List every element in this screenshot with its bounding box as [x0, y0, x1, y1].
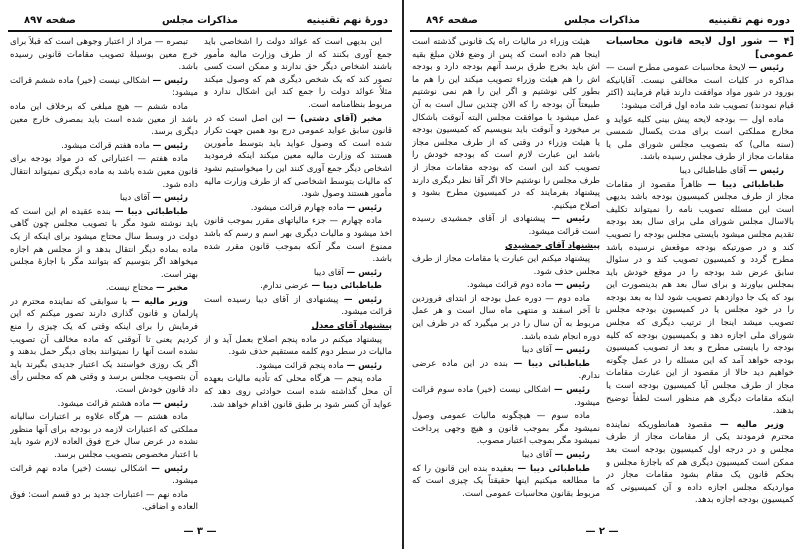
paragraph-text: [۴ — شور اول لایحه قانون محاسبات عمومی] [606, 36, 794, 60]
page-number: — ۲ — [585, 526, 619, 537]
paragraph-text: اشکالی نیست (خیر) ماده ششم قرائت میشود: [10, 75, 198, 99]
paragraph [204, 267, 392, 280]
paragraph [606, 179, 794, 418]
paragraph [412, 344, 600, 357]
paragraph [10, 36, 198, 74]
speaker-name: رئیس — [152, 398, 188, 409]
paragraph-text: ماده نهم — اعتبارات جدید بر دو قسم است: فوق العاده و اضافی. [10, 489, 198, 513]
text-column-right [204, 36, 392, 514]
paragraph-text: مقصود همانطوریکه نماینده محترم فرمودند یکی از مقامات مجاز از طرف مجلس و در درجه اول کمیسیون بودجه است بعد ممکن است کمیسیون دیگری هم که باجازهٔ مجلس و بحکم قانون یک مقام بشود مقامات مجاز در مواردیکه مجلس اجازه داده و آن کمیسیونی که کمیسیون بودجه اجازه بدهد. [606, 419, 794, 506]
paragraph-text: ظاهراً مقصود از مقامات مجاز از طرف مجلس کمیسیون بودجه باشد بدیهی است این مسئله تصویب نامه را نمیتواند تکلیف بالاسال مجلس شورای ملی برای سال بعد بودجه تقدیم مجلس میشود بایستی مجلس بودجه را تصویب کند و در صورتیکه بودجه موقعش نرسیده باشد مطرح گردد و کمیسیون تصویب کند و در سئوال سابق عرض شد بودجه را در موقع خودش باید بمجلس بیاورند و برای سال بعد هم بدینصورت این بود که یک جا دوازدهم تصویب شود لذا به بعد بودجه را در خود مجلس یا در کمیسیون بودجه مجلس تصویب میشد اینجا از ترتیب دیگری که مجلس شورای ملی اجازه دهد و بکمیسیون بودجه که کلیه بودجه را بایستی مطرح و بعد از تصویب کمیسیون بودجه خواهد آمد که این مسئله را در عمل چگونه خواهیم دید حالا از مقصود از این عبارت مقامات مجاز از طرف مجلس آیا کمیسیون بودجه است یا اینکه مقامات دیگری هم منظور است لطفاً توضیح بدهند. [606, 179, 794, 417]
paragraph-text: بنده در این ماده عرضی ندارم. [412, 358, 600, 382]
page-header [410, 10, 794, 32]
paragraph-text: ماده دوم قرائت میشود. [466, 280, 552, 291]
speaker-name: رئیس — [551, 214, 590, 225]
page-label: صفحه ۸۹۶ [426, 15, 478, 26]
paragraph [10, 153, 198, 191]
paragraph [412, 36, 600, 212]
paragraph-text: پیشنهادی از آقای جمشیدی رسیده است قرائت میشود. [412, 214, 600, 237]
paragraph [10, 192, 198, 205]
paragraph-text: بعقیده بنده این قانون را که ما مطالعه میکنیم اینها حقیقتاً یک چیزی است که مربوط بقانون محاسبات عمومی است. [412, 463, 600, 499]
speaker-name: رئیس — [748, 63, 785, 74]
paragraph-text: اشکالی نیست (خیر) ماده نهم قرائت میشود. [10, 463, 198, 487]
speaker-name: مخبر — [156, 283, 188, 294]
header-title: مذاکرات مجلس [563, 15, 640, 26]
paragraph-text: ماده هفتم قرائت میشود. [60, 140, 150, 151]
paragraph [204, 280, 392, 293]
speaker-name: طباطبائی دیبا — [513, 358, 591, 369]
paragraph-text: آقای طباطبائی دیبا [679, 165, 746, 176]
paragraph-text: عرضی ندارم. [260, 281, 309, 292]
paragraph-text: ماده پنجم — هرگاه محلی که تأدیه مالیات بعهده آن محل گذاشته شده است حوادثی روی دهد که عواید آن کسر شود بر طبق قانون اقدام خواهد شد. [204, 374, 392, 410]
speaker-name: طباطبائی دیبا — [517, 463, 591, 474]
paragraph-text: آقای دیبا [521, 345, 552, 356]
page-number: — ۳ — [183, 526, 217, 537]
paragraph [204, 113, 392, 201]
paragraph-text: پیشنهاد میکنم این عبارت یا مقامات مجاز از طرف مجلس حذف شود. [412, 254, 600, 277]
paragraph-text: پیشنهادی از آقای دیبا رسیده است قرائت میشود. [204, 294, 392, 318]
paragraph-text: ماده هشتم — هرگاه علاوه بر اعتبارات سالیانه مملکتی که اعتبارات لازمه در بودجه برای آنها منظور نشده در عرض سال خرج فوق العاده لازم شود باید با اعتبار مخصوص بتصویب مجلس برسد. [10, 412, 198, 460]
paragraph [204, 36, 392, 112]
paragraph [204, 373, 392, 411]
paragraph [412, 293, 600, 343]
header-title: مذاکرات مجلس [161, 15, 238, 26]
paragraph-text: ماده اول — بودجه لایحه پیش بینی کلیه عواید و مخارج مملکتی است برای مدت یکسال شمسی (سنه مالی) که بتصویب مجلس شورای ملی یا مقامات مجاز از طرف مجلس رسیده باشد. [606, 114, 794, 163]
session-label: دوره نهم تقنینیه [708, 15, 790, 26]
paragraph-text: این اصل است که در قانون سابق عواید عمومی درج بود همین جهت تکرار شده است که وصول عواید باید بتوسط مأمورین هستند که وزارت مالیه معین میکند اینکه فرمودید اشخاص دیگر جمع آوری کنند این را میخواستیم نشود که مالیات بتوسط اشخاصی که از طرف وزارت مالیه مأمور هستند وصول شود. [204, 113, 392, 200]
speaker-name: رئیس — [152, 140, 188, 151]
speaker-name: رئیس — [152, 193, 188, 204]
text-column-left [10, 36, 198, 514]
speaker-name: رئیس — [748, 165, 784, 176]
paragraph [412, 463, 600, 501]
paragraph-text: ماده پنجم قرائت میشود. [255, 360, 344, 371]
paragraph-text: ماده چهارم قرائت میشود. [250, 202, 344, 213]
paragraph [10, 489, 198, 514]
speaker-name: رئیس — [554, 280, 590, 291]
speaker-name: مخبر (آقای دشتی) — [287, 113, 382, 124]
paragraph [10, 411, 198, 461]
paragraph [412, 253, 600, 278]
paragraph-text: آقای دیبا [313, 267, 344, 278]
speaker-name: طباطبائی دیبا — [707, 179, 785, 190]
left-page [2, 0, 398, 549]
paragraph-text: هیئت وزراء در مالیات راه یک قانونی گذشته است اینجا هم داده است که پس از وضع فلان مبلغ بقیه اش باید بخرج طرق برسد آنهم بودجه دارد و بودجه اش را هم هیئت وزراء تصویب میکند این را هم ما بطور کلی نوشتیم و اگر این را هم نمی نوشتیم طبیعتاً آن بودجه را که الان چندین سال است به آن عمل میشود با موافقت مجلس البته آنوقت باشکال بر میخورد و آنوقت باید بنویسیم که کمیسیون بودجه یا هیئت وزراء در وقتی که از طرف مجلس مجاز باشد این عبارت لازم است که بودجه خودش را تصویب کند این است که بودجه مقامات مجاز از طرف مجلس را نوشتیم حالا اگر آقا نظر دیگری دارند پیشنهاد بفرمایند که در کمیسیون مطرح بشود و اصلاح میکنیم. [412, 37, 600, 211]
speaker-name: رئیس — [151, 463, 188, 474]
speaker-name: رئیس — [152, 75, 188, 86]
page-header [8, 10, 392, 32]
paragraph-text: بنده عقیده ام این است که باید نوشته شود مگر با تصویب مجلس چون گاهی دولت در وسط سال محتاج میشود برای اینکه از یک ماده بماده دیگر انتقال بدهد و از مجلس هم اجازه میخواهد اگر بتوسیم که بتوانند مگر با اجازهٔ مجلس بهتر است. [10, 206, 198, 280]
paragraph-text: ماده هشتم قرائت میشود. [57, 398, 150, 409]
paragraph [204, 215, 392, 265]
paragraph-text: پیشنهاد آقای معدل [311, 321, 392, 332]
speaker-name: رئیس — [343, 294, 382, 305]
paragraph-text: محتاج نیست. [105, 283, 154, 294]
session-label: دورهٔ نهم تقنینیه [306, 15, 388, 26]
paragraph [204, 202, 392, 215]
paragraph [10, 296, 198, 397]
paragraph-text: پیشنهاد میکنم در ماده پنجم اصلاح بعمل آید و از مالیات در سطر دوم کلمه مستقیم حذف شود. [204, 334, 392, 358]
speaker-name: رئیس — [554, 450, 590, 460]
paragraph [10, 398, 198, 411]
paragraph [606, 114, 794, 164]
paragraph [606, 419, 794, 507]
text-column-right [606, 36, 794, 514]
paragraph [606, 62, 794, 112]
paragraph [10, 282, 198, 295]
paragraph-text: ماده دوم — دوره عمل بودجه از ابتدای فروردین تا آخر اسفند و منتهی ماه سال است و هر عمل مربوط به آن سال را در بر میگیرد که در ظرف این دوره انجام شده باشد. [412, 293, 600, 342]
proposal-heading [412, 240, 600, 253]
speaker-name: رئیس — [553, 385, 591, 396]
paragraph-text: ماده هفتم — اعتباراتی که در مواد بودجه برای قانون معین شده باشد به ماده دیگری نمیتواند انتقال داده شود. [10, 154, 198, 190]
speaker-name: رئیس — [346, 360, 382, 371]
paragraph [204, 360, 392, 373]
right-page [402, 0, 800, 549]
paragraph [10, 101, 198, 139]
paragraph [412, 449, 600, 462]
paragraph-text: پیشنهاد آقای جمشیدی [504, 240, 600, 251]
paragraph [10, 140, 198, 153]
paragraph [412, 384, 600, 409]
paragraph-text: اشکالی نیست (خیر) ماده سوم قرائت میشود. [412, 385, 600, 408]
paragraph [10, 206, 198, 282]
paragraph [10, 75, 198, 100]
page-label: صفحه ۸۹۷ [24, 15, 76, 26]
paragraph [412, 213, 600, 238]
proposal-heading [204, 320, 392, 333]
speaker-name: رئیس — [554, 345, 590, 356]
paragraph-text: این بدیهی است که عوائد دولت را اشخاصی باید جمع آوری بکنند که از طرف وزارت مالیه مأمور باشند اشخاص دیگر حق ندارند و ممکن است کسی تصور کند که یک شخص دیگری هم که وصول میکند مثلاً عوائد دولت را جمع کند این اشکال ندارد و مربوط بنظامنامه است. [204, 37, 392, 110]
paragraph-text: با سوابقی که نماینده محترم در پارلمان و قانون گذاری دارند تصور میکنم که این فرمایش را برای اینکه وقتی که یک چیزی را منع کردیم یعنی تا آنوقتی که ماده مخالف آن تصویب نشده است آنها را نمیتوانند بجای دیگر حمل بدهند و اگر یک روزی خواستند یک اعتبار جدیدی بگیرند باید آن بتصویب مجلس برسد و وقتی هم که مجلس رأی داد قانون خودش است. [10, 296, 198, 396]
paragraph [606, 165, 794, 178]
paragraph [204, 334, 392, 359]
paragraph [412, 279, 600, 292]
paragraph-text: ماده چهارم — جزء مالیاتهای مقرر بموجب قانون اخذ میشود و مالیات دیگری بهر اسم و رسم که باشد ممنوع است مگر آنکه بموجب قانون مقرر شده باشد. [204, 216, 392, 265]
speaker-name: طباطبائی دیبا — [311, 281, 382, 292]
paragraph [204, 294, 392, 319]
section-heading [606, 36, 794, 61]
paragraph [10, 463, 198, 488]
speaker-name: رئیس — [346, 267, 382, 278]
paragraph-text: لایحهٔ محاسبات عمومی مطرح است — مذاکره در کلیات است مخالفی نیست. آقایانیکه بورود در شور مواد موافقت دارند قیام فرمایند (اکثر قیام نمودند) تصویب شد ماده اول قرائت میشود: [606, 63, 794, 111]
paragraph [412, 358, 600, 383]
text-column-left [412, 36, 600, 514]
paragraph-text: آقای دیبا [119, 193, 150, 204]
speaker-name: طباطبائی دیبا — [114, 206, 188, 217]
paragraph [412, 410, 600, 448]
speaker-name: رئیس — [346, 202, 382, 213]
paragraph-text: ماده سوم — هیچگونه مالیات عمومی وصول نمیشود مگر بموجب قانون و هیچ وجهی پرداخت نمیشود مگر بموجب اعتبار مصوب. [412, 411, 600, 447]
speaker-name: وزیر مالیه — [131, 296, 188, 307]
paragraph-text: ماده ششم — هیچ مبلغی که برخلاف این ماده باشد از معین شده است باید بمصرف خارج معین دیگری برسد. [10, 101, 198, 138]
paragraph-text: تبصره — مراد از اعتبار وجوهی است که قبلاً برای خرج معین بوسیلهٔ تصویب مقامات قانونی رسیده باشد. [10, 37, 198, 73]
speaker-name: وزیر مالیه — [719, 419, 784, 430]
paragraph-text: آقای دیبا [521, 450, 552, 460]
